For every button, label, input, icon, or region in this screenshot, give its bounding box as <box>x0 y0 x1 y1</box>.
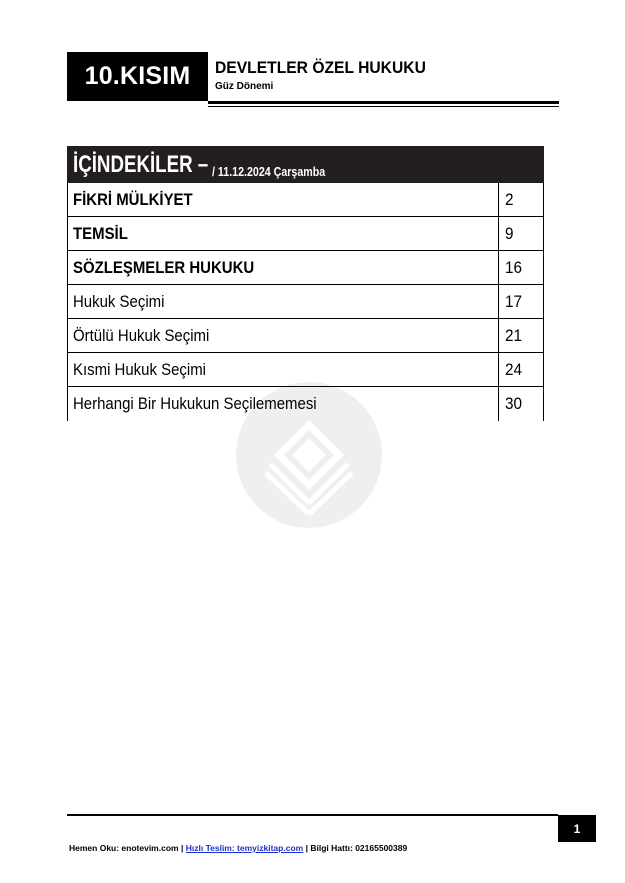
toc-entry-title: TEMSİL <box>73 223 128 243</box>
header-rule-thin <box>208 106 559 107</box>
toc-entry[interactable] <box>67 183 544 217</box>
toc-entry[interactable] <box>67 387 544 421</box>
toc-entry-page-cell <box>499 251 543 284</box>
toc-entry-page-cell <box>499 183 543 216</box>
toc-entry-page: 16 <box>505 257 523 277</box>
footer-separator: | <box>305 843 308 853</box>
footer-read-label: Hemen Oku: enotevim.com <box>69 843 179 853</box>
toc-entry-page: 2 <box>505 189 514 209</box>
toc-entry-page-cell <box>499 353 543 386</box>
toc-entry[interactable] <box>67 285 544 319</box>
toc-entry-title-cell <box>68 251 499 284</box>
toc-entry-title: FİKRİ MÜLKİYET <box>73 189 193 209</box>
toc-entry[interactable] <box>67 353 544 387</box>
document-subtitle: Güz Dönemi <box>215 81 274 92</box>
page-number: 1 <box>558 815 596 842</box>
toc-entry-page: 9 <box>505 223 514 243</box>
toc-entry-page: 30 <box>505 394 523 413</box>
toc-entry-title: Herhangi Bir Hukukun Seçilememesi <box>73 394 317 413</box>
footer-rule <box>67 814 558 816</box>
table-of-contents <box>67 146 544 421</box>
toc-heading: İÇİNDEKİLER – <box>73 151 209 178</box>
footer-info-label: Bilgi Hattı: 02165500389 <box>310 843 408 853</box>
toc-entry-title: SÖZLEŞMELER HUKUKU <box>73 257 255 277</box>
part-badge: 10.KISIM <box>67 52 208 101</box>
toc-date: / 11.12.2024 Çarşamba <box>212 164 326 179</box>
footer-separator: | <box>180 843 184 853</box>
toc-entry-page: 24 <box>505 359 523 379</box>
footer-delivery-link[interactable]: Hızlı Teslim: temyizkitap.com <box>185 843 304 853</box>
toc-entry-title-cell <box>68 319 499 352</box>
header-rule-thick <box>208 101 559 104</box>
toc-entry[interactable] <box>67 251 544 285</box>
toc-entry-title-cell <box>68 387 499 421</box>
toc-entry-title: Hukuk Seçimi <box>73 291 165 311</box>
document-title: DEVLETLER ÖZEL HUKUKU <box>215 58 426 77</box>
toc-entry[interactable] <box>67 319 544 353</box>
toc-entry-page-cell <box>499 217 543 250</box>
toc-entry-title-cell <box>68 353 499 386</box>
toc-entry-page: 17 <box>505 291 523 311</box>
footer-text <box>69 843 407 853</box>
toc-entry-page-cell <box>499 319 543 352</box>
toc-entry[interactable] <box>67 217 544 251</box>
toc-entry-title-cell <box>68 217 499 250</box>
toc-entry-title-cell <box>68 285 499 318</box>
toc-entry-title-cell <box>68 183 499 216</box>
toc-entry-title: Kısmi Hukuk Seçimi <box>73 359 207 379</box>
toc-entry-page-cell <box>499 285 543 318</box>
toc-entry-title: Örtülü Hukuk Seçimi <box>73 325 210 345</box>
toc-entry-page-cell <box>499 387 543 421</box>
toc-entry-page: 21 <box>505 325 523 345</box>
toc-header <box>67 146 544 183</box>
toc-rows <box>67 183 544 421</box>
